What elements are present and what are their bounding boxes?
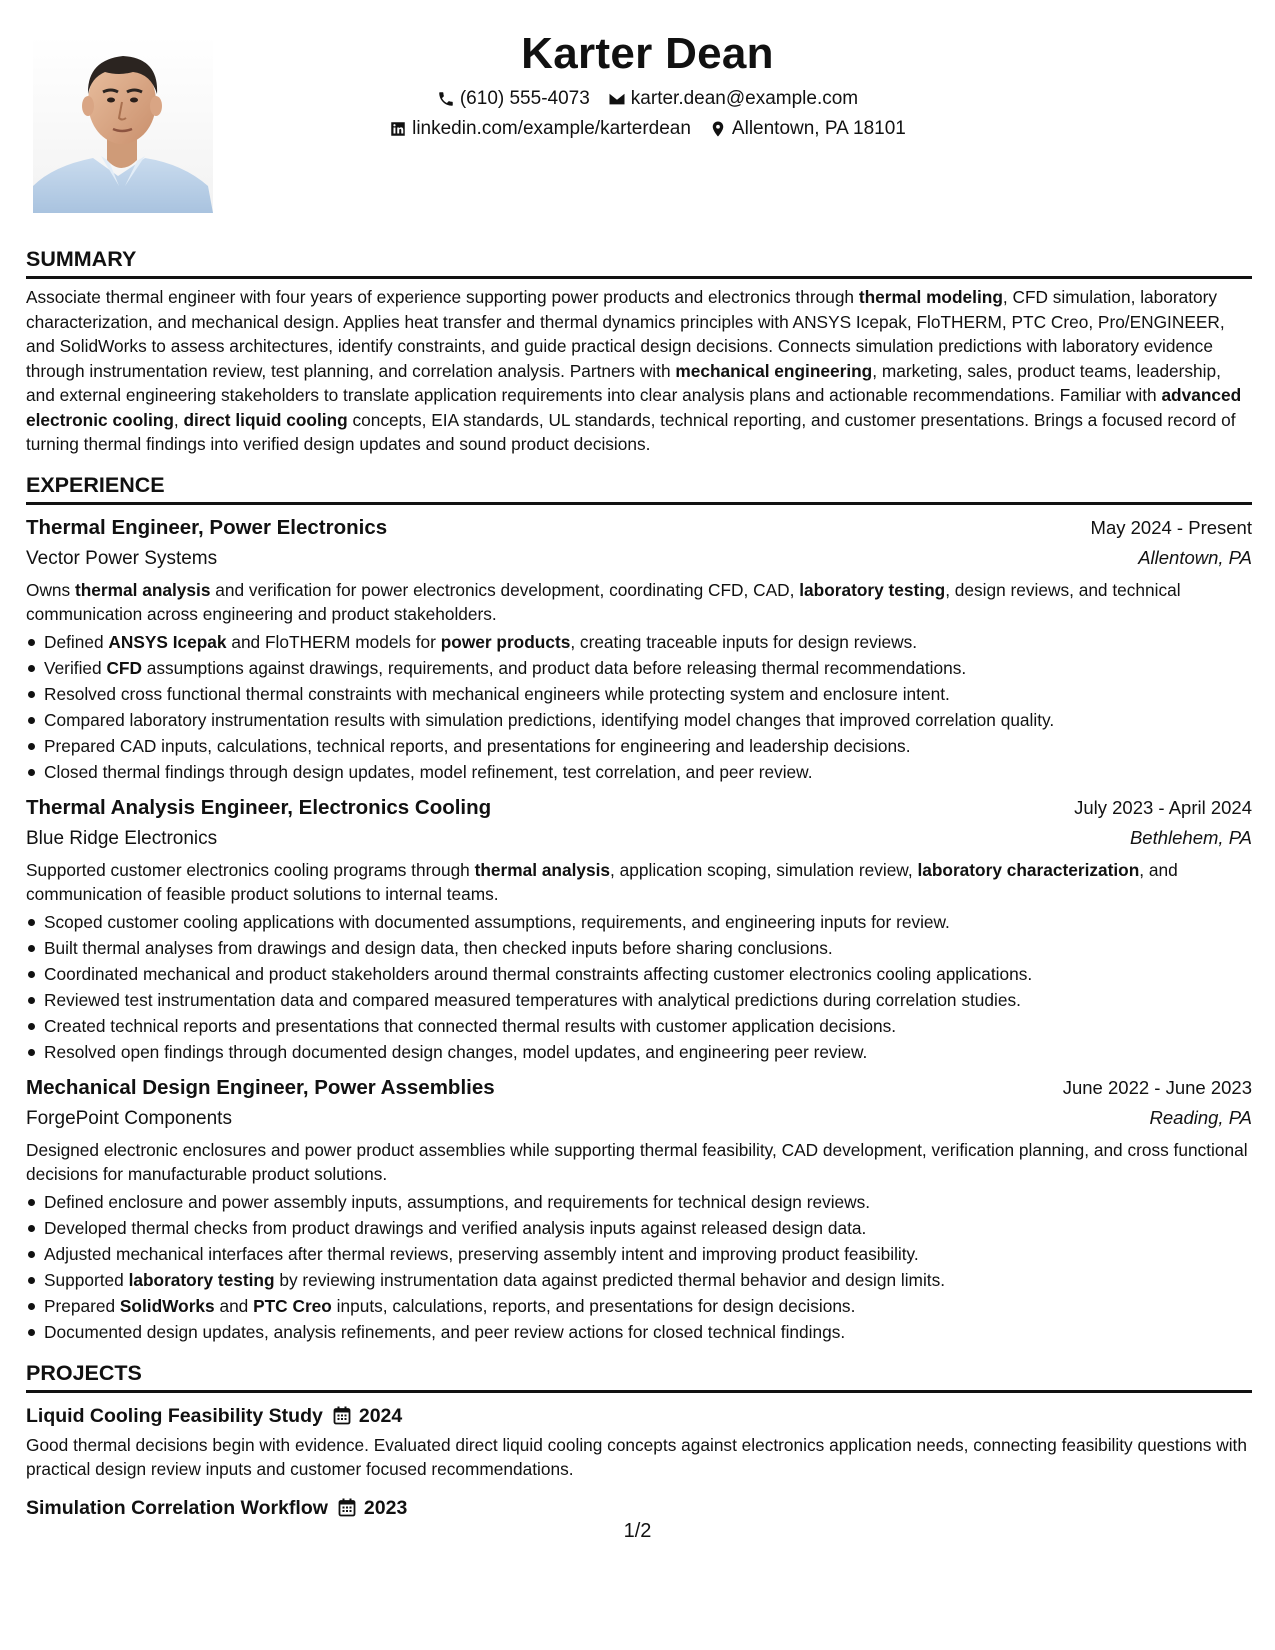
job-bullet: Defined enclosure and power assembly inputs, assumptions, and requirements for technical design reviews. <box>26 1189 1252 1215</box>
job-company: ForgePoint Components <box>26 1107 232 1129</box>
job-bullet: Reviewed test instrumentation data and compared measured temperatures with analytical predictions during correlation studies. <box>26 987 1252 1013</box>
job-location: Bethlehem, PA <box>1129 826 1252 848</box>
summary-text: Associate thermal engineer with four years of experience supporting power products and electronics through thermal modeling, CFD simulation, laboratory characterization, and mechanical design. Applies heat transfer and thermal dynamics principles with ANSYS Icepak, FloTHERM, PTC Creo, Pro/ENGINEER, and SolidWorks to assess architectures, identify constraints, and guide practical design decisions. Connects simulation predictions with laboratory evidence through instrumentation review, test planning, and correlation analysis. Partners with mechanical engineering, marketing, sales, product teams, leadership, and external engineering stakeholders to translate application requirements into clear analysis plans and actionable recommendations. Familiar with advanced electronic cooling, direct liquid cooling concepts, EIA standards, UL standards, technical reporting, and customer presentations. Brings a focused record of turning thermal findings into verified design updates and sound product decisions. <box>26 287 1242 454</box>
job-description: Designed electronic enclosures and power product assemblies while supporting thermal feasibility, CAD development, verification planning, and cross functional decisions for manufacturable product solutions. <box>26 1139 1248 1184</box>
profile-photo-image <box>33 36 213 213</box>
job-title: Mechanical Design Engineer, Power Assemblies <box>26 1075 495 1099</box>
bullet-dot-icon <box>28 971 35 978</box>
bullet-dot-icon <box>28 945 35 952</box>
bullet-dot-icon <box>28 1023 35 1030</box>
location-contact <box>709 114 906 144</box>
job-bullet: Closed thermal findings through design updates, model refinement, test correlation, and peer review. <box>26 759 1252 785</box>
job-bullets <box>26 909 1252 1065</box>
job-description: Owns thermal analysis and verification for power electronics development, coordinating CFD, CAD, laboratory testing, design reviews, and technical communication across engineering and product stakeholders. <box>26 579 1181 624</box>
linkedin-url[interactable]: linkedin.com/example/karterdean <box>412 118 691 139</box>
bullet-dot-icon <box>28 919 35 926</box>
job-bullet: Adjusted mechanical interfaces after thermal reviews, preserving assembly intent and improving product feasibility. <box>26 1241 1252 1267</box>
job-company-row <box>26 1103 1252 1134</box>
job-bullet: Supported laboratory testing by reviewing instrumentation data against predicted thermal behavior and design limits. <box>26 1267 1252 1293</box>
job-description: Supported customer electronics cooling programs through thermal analysis, application scoping, simulation review, laboratory characterization, and communication of feasible product solutions to internal teams. <box>26 859 1178 904</box>
bullet-dot-icon <box>28 1049 35 1056</box>
experience-section <box>26 471 1252 1345</box>
linkedin-contact[interactable] <box>389 114 691 144</box>
job-bullet: Prepared CAD inputs, calculations, technical reports, and presentations for engineering and leadership decisions. <box>26 733 1252 759</box>
contact-row-2 <box>220 114 1075 144</box>
job-entry <box>26 793 1252 1065</box>
job-bullet: Documented design updates, analysis refinements, and peer review actions for closed technical findings. <box>26 1319 1252 1345</box>
job-header-row <box>26 513 1252 543</box>
job-bullet: Resolved open findings through documented design changes, model updates, and engineering peer review. <box>26 1039 1252 1065</box>
project-title: Simulation Correlation Workflow <box>26 1496 328 1519</box>
email-address[interactable]: karter.dean@example.com <box>630 88 859 109</box>
project-description: Good thermal decisions begin with evidence. Evaluated direct liquid cooling concepts against electronics application needs, connecting feasibility questions with practical design review inputs and customer focused recommendations. <box>26 1434 1247 1479</box>
job-title: Thermal Analysis Engineer, Electronics Cooling <box>26 795 492 819</box>
phone-icon <box>437 90 455 108</box>
phone-number: (610) 555-4073 <box>459 88 590 109</box>
job-location: Reading, PA <box>1149 1106 1252 1128</box>
job-bullet: Compared laboratory instrumentation results with simulation predictions, identifying model changes that improved correlation quality. <box>26 707 1252 733</box>
bullet-dot-icon <box>28 1303 35 1310</box>
job-entry <box>26 1073 1252 1345</box>
job-header-row <box>26 793 1252 823</box>
job-company: Vector Power Systems <box>26 547 218 569</box>
candidate-name: Karter Dean <box>521 29 774 78</box>
job-bullet: Built thermal analyses from drawings and design data, then checked inputs before sharing conclusions. <box>26 935 1252 961</box>
calendar-icon <box>333 1406 351 1425</box>
section-title-summary: SUMMARY <box>26 245 1252 279</box>
project-title: Liquid Cooling Feasibility Study <box>26 1404 323 1427</box>
bullet-dot-icon <box>28 769 35 776</box>
bullet-dot-icon <box>28 1277 35 1284</box>
job-company-row <box>26 823 1252 854</box>
location-text: Allentown, PA 18101 <box>731 118 906 139</box>
job-bullet: Developed thermal checks from product drawings and verified analysis inputs against released design data. <box>26 1215 1252 1241</box>
job-dates: July 2023 - April 2024 <box>1074 796 1252 818</box>
bullet-dot-icon <box>28 1329 35 1336</box>
linkedin-icon <box>389 120 407 138</box>
envelope-icon <box>608 90 626 108</box>
job-bullets <box>26 1189 1252 1345</box>
map-pin-icon <box>709 120 727 138</box>
summary-section <box>26 245 1252 457</box>
projects-section <box>26 1359 1252 1523</box>
bullet-dot-icon <box>28 997 35 1004</box>
job-company: Blue Ridge Electronics <box>26 827 218 849</box>
job-bullet: Coordinated mechanical and product stakeholders around thermal constraints affecting customer electronics cooling applications. <box>26 961 1252 987</box>
resume-body <box>26 245 1252 1537</box>
job-bullet: Verified CFD assumptions against drawings, requirements, and product data before releasing thermal recommendations. <box>26 655 1252 681</box>
job-bullets <box>26 629 1252 785</box>
project-year: 2024 <box>358 1404 403 1427</box>
job-bullet: Defined ANSYS Icepak and FloTHERM models for power products, creating traceable inputs for design reviews. <box>26 629 1252 655</box>
section-title-projects: PROJECTS <box>26 1359 1252 1393</box>
bullet-dot-icon <box>28 743 35 750</box>
bullet-dot-icon <box>28 717 35 724</box>
section-title-experience: EXPERIENCE <box>26 471 1252 505</box>
page-number: 1/2 <box>623 1520 652 1542</box>
bullet-dot-icon <box>28 1251 35 1258</box>
resume-header <box>220 20 1075 144</box>
job-dates: June 2022 - June 2023 <box>1062 1076 1252 1098</box>
job-header-row <box>26 1073 1252 1103</box>
bullet-dot-icon <box>28 639 35 646</box>
job-bullet: Scoped customer cooling applications with documented assumptions, requirements, and engineering inputs for review. <box>26 909 1252 935</box>
bullet-dot-icon <box>28 1225 35 1232</box>
job-company-row <box>26 543 1252 574</box>
calendar-icon <box>338 1498 356 1517</box>
contact-row-1 <box>220 84 1075 114</box>
job-bullet: Resolved cross functional thermal constraints with mechanical engineers while protecting system and enclosure intent. <box>26 681 1252 707</box>
bullet-dot-icon <box>28 691 35 698</box>
job-bullet: Created technical reports and presentations that connected thermal results with customer application decisions. <box>26 1013 1252 1039</box>
job-entry <box>26 513 1252 785</box>
profile-photo <box>33 36 213 213</box>
email-contact[interactable] <box>608 84 858 114</box>
bullet-dot-icon <box>28 1199 35 1206</box>
project-date <box>333 1401 402 1431</box>
job-bullet: Prepared SolidWorks and PTC Creo inputs, calculations, reports, and presentations for design decisions. <box>26 1293 1252 1319</box>
project-year: 2023 <box>363 1496 408 1519</box>
project-header <box>26 1401 1252 1431</box>
phone-contact <box>437 84 590 114</box>
job-title: Thermal Engineer, Power Electronics <box>26 515 388 539</box>
job-dates: May 2024 - Present <box>1090 516 1252 538</box>
job-location: Allentown, PA <box>1138 546 1252 568</box>
bullet-dot-icon <box>28 665 35 672</box>
